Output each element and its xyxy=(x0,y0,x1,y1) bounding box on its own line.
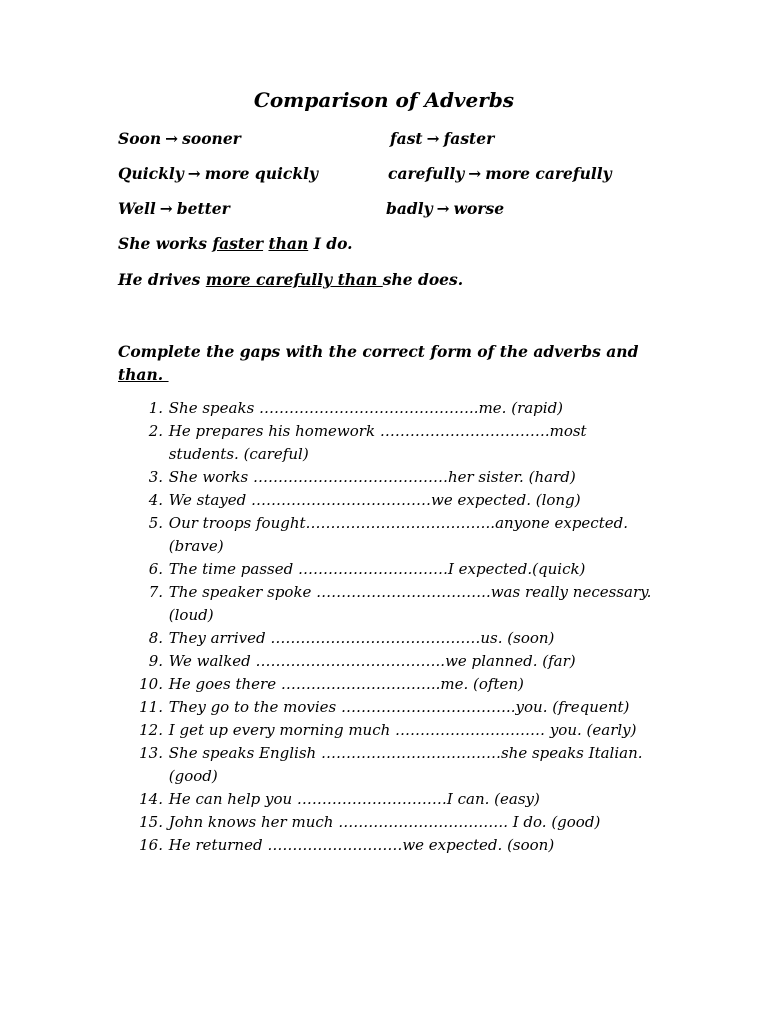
comparative-word: sooner xyxy=(182,129,241,148)
exercise-number: 14. xyxy=(139,790,163,808)
exercise-item xyxy=(118,834,658,857)
exercise-item xyxy=(118,673,658,696)
comparison-pair-fast xyxy=(390,129,494,148)
exercise-number: 5. xyxy=(148,514,163,532)
comparative-word: faster xyxy=(443,129,495,148)
exercise-text: He goes there …………………………..me. (often) xyxy=(168,675,524,693)
exercise-text: He can help you …………………………I can. (easy) xyxy=(168,790,540,808)
exercise-text: She works …………………………………her sister. (hard) xyxy=(168,468,576,486)
example-underlined: more carefully than xyxy=(205,270,383,289)
exercise-number: 13. xyxy=(139,744,163,762)
exercise-number: 9. xyxy=(148,652,163,670)
example-text: He drives xyxy=(118,270,206,289)
exercise-item xyxy=(118,420,658,466)
exercise-text: We walked ………………………………..we planned. (far) xyxy=(168,652,576,670)
exercise-item xyxy=(118,558,658,581)
exercise-text: John knows her much ……………………………. I do. (good) xyxy=(168,813,601,831)
exercise-text: The time passed …………………………I expected.(quick) xyxy=(168,560,586,578)
exercise-item xyxy=(118,489,658,512)
example-underlined: than xyxy=(268,234,309,253)
comparison-pair-quickly xyxy=(118,164,318,183)
comparison-pair-well xyxy=(118,199,230,218)
exercise-item xyxy=(118,696,658,719)
comparison-pair-badly xyxy=(386,199,504,218)
comparative-word: worse xyxy=(453,199,505,218)
exercise-text: We stayed ………………………………we expected. (long) xyxy=(168,491,581,509)
arrow-icon: → xyxy=(187,164,201,183)
exercise-item xyxy=(118,650,658,673)
exercise-item xyxy=(118,466,658,489)
example-text: I do. xyxy=(308,234,353,253)
exercise-text: He prepares his homework …………………………….most students. (careful) xyxy=(168,422,587,463)
exercise-item xyxy=(118,719,658,742)
exercise-number: 1. xyxy=(148,399,163,417)
base-word: fast xyxy=(390,129,423,148)
arrow-icon: → xyxy=(165,129,179,148)
exercise-text: The speaker spoke ……………………………..was really necessary. (loud) xyxy=(168,583,652,624)
exercise-number: 15. xyxy=(139,813,163,831)
exercise-item xyxy=(118,581,658,627)
comparative-word: more carefully xyxy=(485,164,612,183)
base-word: badly xyxy=(386,199,433,218)
exercise-text: She speaks ……………………………………..me. (rapid) xyxy=(168,399,564,417)
exercise-text: She speaks English ………………………………she speaks Italian. (good) xyxy=(168,744,643,785)
exercise-text: I get up every morning much ………………………… you. (early) xyxy=(168,721,637,739)
exercise-item xyxy=(118,512,658,558)
exercise-number: 6. xyxy=(148,560,163,578)
comparative-word: more quickly xyxy=(204,164,318,183)
exercise-number: 7. xyxy=(148,583,163,601)
base-word: Soon xyxy=(118,129,162,148)
example-sentence-2 xyxy=(118,270,463,289)
example-sentence-1 xyxy=(118,234,353,253)
instruction-text: Complete the gaps with the correct form of the adverbs and xyxy=(118,342,639,361)
exercise-number: 3. xyxy=(148,468,163,486)
comparison-pair-soon xyxy=(118,129,241,148)
exercise-item xyxy=(118,742,658,788)
arrow-icon: → xyxy=(436,199,450,218)
instruction-underlined: than. xyxy=(118,365,169,384)
exercise-number: 4. xyxy=(148,491,163,509)
exercise-number: 10. xyxy=(139,675,163,693)
exercise-text: Our troops fought………………………………..anyone expected. (brave) xyxy=(168,514,628,555)
comparison-pair-carefully xyxy=(388,164,612,183)
exercise-number: 12. xyxy=(139,721,163,739)
exercise-text: They arrived ……………………………………us. (soon) xyxy=(168,629,555,647)
example-text: she does. xyxy=(382,270,464,289)
exercise-number: 8. xyxy=(148,629,163,647)
comparative-word: better xyxy=(176,199,230,218)
exercise-item xyxy=(118,397,658,420)
example-text: She works xyxy=(118,234,213,253)
exercise-text: They go to the movies ……………………………..you. (frequent) xyxy=(168,698,630,716)
exercise-item xyxy=(118,788,658,811)
arrow-icon: → xyxy=(468,164,482,183)
arrow-icon: → xyxy=(426,129,440,148)
exercise-text: He returned ………………………we expected. (soon) xyxy=(168,836,555,854)
example-underlined: faster xyxy=(212,234,264,253)
instruction xyxy=(118,340,663,386)
exercise-number: 11. xyxy=(139,698,163,716)
exercise-number: 2. xyxy=(148,422,163,440)
arrow-icon: → xyxy=(159,199,173,218)
exercise-item xyxy=(118,627,658,650)
exercise-item xyxy=(118,811,658,834)
base-word: Well xyxy=(118,199,156,218)
exercise-list xyxy=(118,397,658,857)
exercise-number: 16. xyxy=(139,836,163,854)
page-title: Comparison of Adverbs xyxy=(253,88,515,112)
base-word: carefully xyxy=(388,164,465,183)
base-word: Quickly xyxy=(118,164,184,183)
